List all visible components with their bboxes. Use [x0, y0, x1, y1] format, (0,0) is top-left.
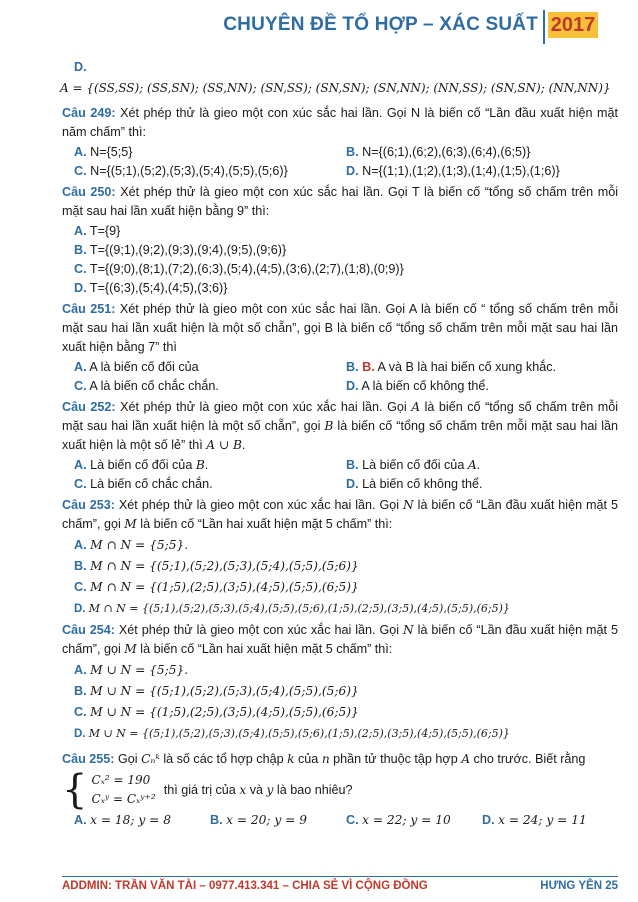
- option-text: N={(5;1),(5;2),(5;3),(5;4),(5;5),(5;6)}: [90, 164, 288, 178]
- math-var: A: [411, 400, 421, 414]
- option-text: M ∪ N = {(1;5),(2;5),(3;5),(4;5),(5;5),(6;5)}: [90, 705, 359, 719]
- math-var: n: [321, 752, 330, 766]
- option-text: T={9}: [89, 224, 121, 238]
- options-row: [62, 358, 618, 377]
- option-text: T={(6;3),(5;4),(4;5),(3;6)}: [89, 281, 228, 295]
- option-text: Là biến cố không thể.: [362, 477, 483, 491]
- question-text: Gọi: [118, 752, 138, 766]
- question-text: Xét phép thử là gieo một con xúc sắc hai lần. Gọi N là biến cố “Lần đầu xuất hiện mặt năm chấm” thì:: [62, 106, 619, 139]
- option-label: A.: [74, 538, 87, 552]
- option-text: M ∩ N = {(5;1),(5;2),(5;3),(5;4),(5;5),(5;6),(1;5),(2;5),(3;5),(4;5),(5;5),(6;5)}: [88, 602, 510, 615]
- question-255: [62, 750, 618, 769]
- prev-option-d: [62, 58, 618, 77]
- question-label: Câu 250:: [62, 185, 116, 199]
- question-tail: [164, 781, 353, 800]
- math-var: B: [195, 458, 205, 472]
- prev-formula: A = {(SS,SS); (SS,SN); (SS,NN); (SN,SS); (SN,SN); (SN,NN); (NN,SS); (SN,SN); (NN,NN)}: [60, 81, 611, 95]
- option-label: C.: [74, 262, 87, 276]
- math-var: B: [324, 419, 334, 433]
- option-text: M ∩ N = {(1;5),(2;5),(3;5),(4;5),(5;5),(6;5)}: [90, 580, 359, 594]
- option-text: N={(1;1),(1;2),(1;3),(1;4),(1;5),(1;6)}: [362, 164, 560, 178]
- option-text: T={(9;1),(9;2),(9;3),(9;4),(9;5),(9;6)}: [89, 243, 287, 257]
- page-footer: [62, 880, 618, 892]
- options-row: A. Là biến cố đối của B. B. Là biến cố đối của A.: [74, 458, 481, 472]
- question-label: Câu 251:: [62, 302, 116, 316]
- option-label: A.: [74, 360, 87, 374]
- option-label: B.: [74, 243, 87, 257]
- option-label: A.: [74, 145, 87, 159]
- header-year: 2017: [548, 12, 598, 38]
- option-text: Là biến cố đối của: [90, 458, 193, 472]
- math-expr: A ∪ B: [206, 438, 242, 452]
- option-b: [62, 682, 618, 701]
- option-text: Là biến cố đối của: [362, 458, 465, 472]
- option-label: C.: [74, 379, 87, 393]
- option-label: B.: [346, 145, 359, 159]
- option-text: x = 18; y = 8: [90, 813, 172, 827]
- equation-2: Cₓʸ = Cₓʸ⁺²: [91, 792, 156, 806]
- question-253: [62, 496, 618, 534]
- question-text: Xét phép thử là gieo một con xúc xắc hai lần. Gọi: [120, 400, 407, 414]
- left-brace: {: [62, 767, 88, 813]
- equation-system: [62, 767, 618, 813]
- option-label: C.: [74, 164, 87, 178]
- question-label: Câu 252:: [62, 400, 116, 414]
- option-text: M ∩ N = {5;5}.: [90, 538, 189, 552]
- option-label: B.: [210, 813, 223, 827]
- option-label: D.: [74, 281, 87, 295]
- math-var: x: [239, 782, 247, 797]
- option-label: D.: [74, 603, 86, 615]
- option-text: A là biến cố đối của: [89, 360, 199, 374]
- question-text: cho trước. Biết rằng: [473, 752, 586, 766]
- option-b: [62, 557, 618, 576]
- footer-right: HƯNG YÊN 25: [540, 880, 618, 892]
- option-text: A và B là hai biến cố xung khắc.: [377, 360, 557, 374]
- question-text: là biến cố “Lần hai xuất hiện mặt 5 chấm” thì:: [140, 517, 393, 531]
- options-row: [62, 162, 618, 181]
- option-a: [62, 661, 618, 680]
- question-text: là số các tổ hợp chập: [163, 752, 284, 766]
- option-label: D.: [482, 813, 495, 827]
- question-text: Xét phép thử là gieo một con xúc sắc hai lần. Gọi A là biến cố “ tổng số chấm trên mỗi mặt sau hai lần xuất hiện là một số chẵn”, gọi B là biến cố “tổng số chấm trên mỗi mặt sau hai lần xuất hiện bằng 7” thì: [62, 302, 618, 354]
- math-var: N: [403, 498, 414, 512]
- option-c: [62, 260, 618, 279]
- question-text: Xét phép thử là gieo một con xúc xắc hai lần. Gọi: [118, 623, 400, 637]
- header-divider: [543, 10, 545, 44]
- question-label: Câu 254:: [62, 623, 115, 637]
- math-var: y: [266, 782, 274, 797]
- question-text: thì giá trị của: [163, 782, 236, 797]
- option-b: [62, 241, 618, 260]
- option-text: M ∪ N = {5;5}.: [90, 663, 189, 677]
- option-text: x = 20; y = 9: [226, 813, 308, 827]
- option-text: M ∪ N = {(5;1),(5;2),(5;3),(5;4),(5;5),(5;6),(1;5),(2;5),(3;5),(4;5),(5;5),(6;5)}: [88, 727, 510, 740]
- answer-mark: B.: [362, 360, 375, 374]
- option-label: D.: [346, 477, 359, 491]
- question-text: Xét phép thử là gieo một con xúc xắc hai lần. Gọi: [118, 498, 400, 512]
- options-row: [62, 475, 618, 494]
- option-label: D.: [74, 60, 87, 74]
- question-text: và: [249, 782, 263, 797]
- page-header: [0, 0, 638, 50]
- option-a: [62, 536, 618, 555]
- question-text: là biến cố “tổng số chấm trên mỗi mặt sau hai lần xuất hiện là một số lẻ” thì: [62, 419, 618, 452]
- question-label: Câu 253:: [62, 498, 115, 512]
- question-text: phần tử thuộc tập hợp: [333, 752, 458, 766]
- option-text: T={(9;0),(8;1),(7;2),(6;3),(5;4),(4;5),(3;6),(2;7),(1;8),(0;9)}: [89, 262, 404, 276]
- option-text: M ∪ N = {(5;1),(5;2),(5;3),(5;4),(5;5),(5;6)}: [90, 684, 359, 698]
- equation-1: Cₓ² = 190: [91, 773, 151, 787]
- options-row: [62, 143, 618, 162]
- option-label: B.: [346, 458, 359, 472]
- options-row: [62, 811, 618, 830]
- option-label: C.: [74, 580, 87, 594]
- option-text: x = 24; y = 11: [498, 813, 587, 827]
- math-var: k: [287, 752, 295, 766]
- option-label: C.: [74, 705, 87, 719]
- option-d: [62, 279, 618, 298]
- option-text: A là biến cố chắc chắn.: [89, 379, 219, 393]
- question-250: [62, 183, 618, 221]
- option-label: D.: [346, 164, 359, 178]
- question-text: là biến cố “Lần đầu xuất hiện mặt 5 chấm”, gọi: [62, 623, 619, 656]
- header-title: CHUYÊN ĐỀ TỔ HỢP – XÁC SUẤT: [223, 14, 538, 35]
- option-label: D.: [346, 379, 359, 393]
- question-text: là biến cố “tổng số chấm trên mỗi mặt sau hai lần xuất hiện là một số chẵn”, gọi: [62, 400, 619, 433]
- math-var: A: [467, 458, 477, 472]
- option-label: B.: [346, 360, 359, 374]
- option-c: [62, 703, 618, 722]
- math-var: M: [124, 517, 137, 531]
- question-text: Xét phép thử là gieo một con xúc sắc hai lần. Gọi T là biến cố “tổng số chấm trên mỗi mặt sau hai lần xuất hiện bằng 9” thì:: [62, 185, 618, 218]
- option-label: C.: [74, 477, 87, 491]
- option-text: x = 22; y = 10: [362, 813, 451, 827]
- option-label: C.: [346, 813, 359, 827]
- option-d: [62, 599, 618, 619]
- option-label: A.: [74, 458, 87, 472]
- math-expr: Cₙᵏ: [141, 752, 160, 766]
- question-text: là bao nhiêu?: [276, 782, 353, 797]
- option-label: B.: [74, 684, 87, 698]
- option-text: N={(6;1),(6;2),(6;3),(6;4),(6;5)}: [362, 145, 531, 159]
- option-label: D.: [74, 728, 86, 740]
- question-label: Câu 255:: [62, 752, 115, 766]
- question-label: Câu 249:: [62, 106, 116, 120]
- option-text: N={5;5}: [90, 145, 133, 159]
- math-var: N: [403, 623, 414, 637]
- footer-divider: [62, 876, 618, 877]
- option-text: M ∩ N = {(5;1),(5;2),(5;3),(5;4),(5;5),(5;6)}: [90, 559, 359, 573]
- question-251: [62, 300, 618, 357]
- option-label: A.: [74, 224, 87, 238]
- option-label: A.: [74, 663, 87, 677]
- question-text: là biến cố “Lần đầu xuất hiện mặt 5 chấm”, gọi: [62, 498, 619, 531]
- option-d: [62, 724, 618, 744]
- question-text: là biến cố “Lần hai xuất hiện mặt 5 chấm” thì:: [140, 642, 393, 656]
- option-text: Là biến cố chắc chắn.: [90, 477, 213, 491]
- options-row: [62, 377, 618, 396]
- option-label: A.: [74, 813, 87, 827]
- option-text: A là biến cố không thể.: [361, 379, 489, 393]
- math-var: M: [124, 642, 137, 656]
- math-var: A: [461, 752, 471, 766]
- question-249: [62, 104, 618, 142]
- page-content: [62, 58, 618, 830]
- option-label: B.: [74, 559, 87, 573]
- question-252: Câu 252: Xét phép thử là gieo một con xúc xắc hai lần. Gọi A là biến cố “tổng số chấm trên mỗi mặt sau hai lần xuất hiện là một số chẵn”, gọi B là biến cố “tổng số chấm trên mỗi mặt sau hai lần xuất hiện là một số lẻ” thì A ∪ B.: [62, 400, 619, 452]
- question-254: [62, 621, 618, 659]
- question-text: của: [298, 752, 319, 766]
- option-a: [62, 222, 618, 241]
- option-c: [62, 578, 618, 597]
- footer-left: ADDMIN: TRẦN VĂN TÀI – 0977.413.341 – CHIA SẺ VÌ CỘNG ĐỒNG: [62, 880, 428, 892]
- equation-lines: [91, 771, 155, 809]
